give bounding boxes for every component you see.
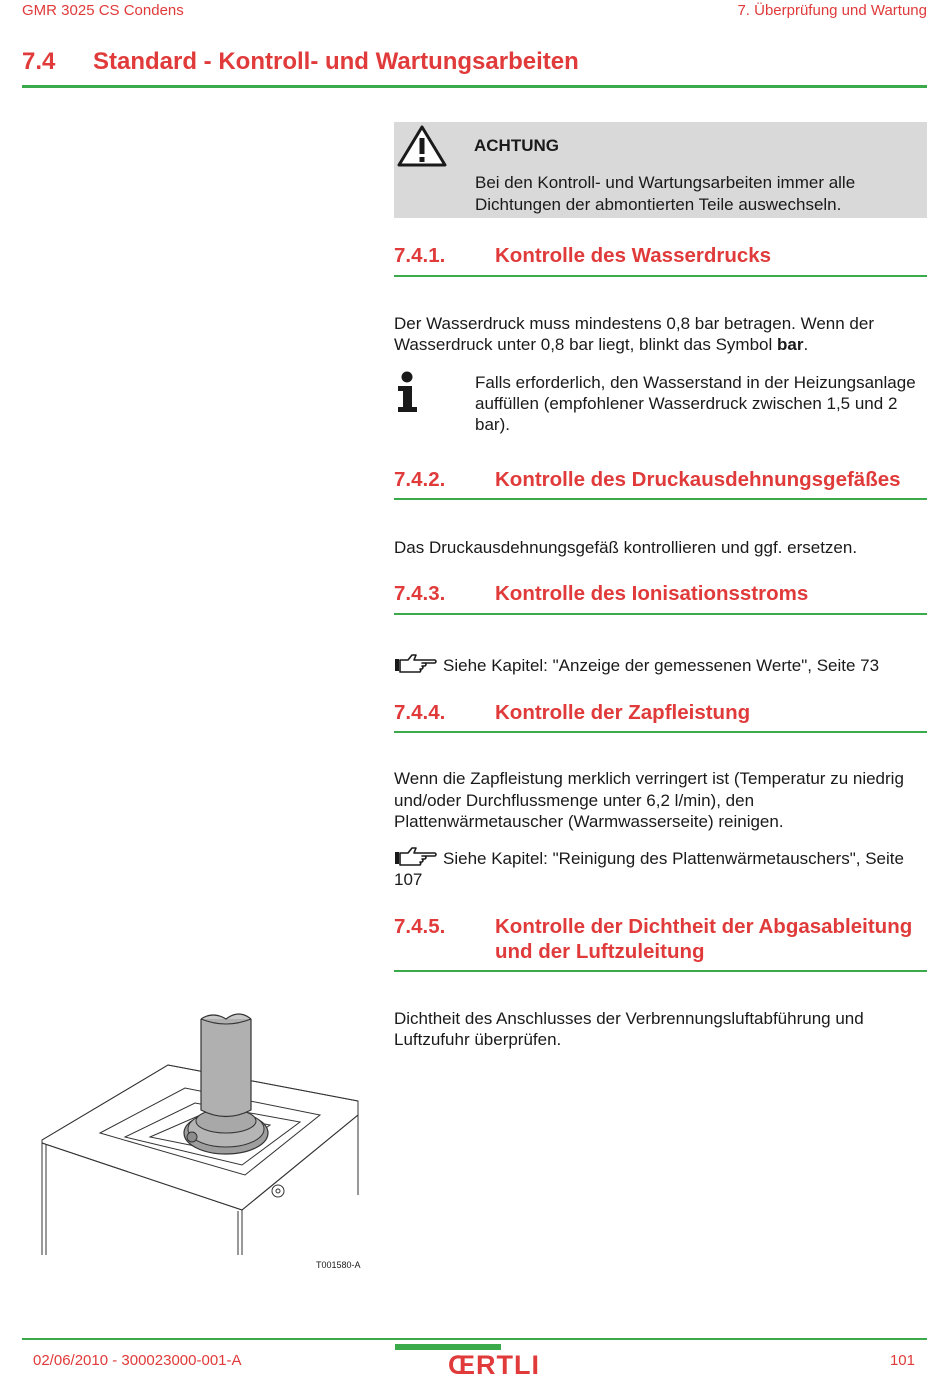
subsection-rule-3 (394, 613, 927, 615)
warning-line-2: Dichtungen der abmontierten Teile auswechseln. (475, 195, 842, 214)
subsection-number-3: 7.4.3. (394, 582, 446, 605)
subsection-rule-1 (394, 275, 927, 277)
section-title: Standard - Kontroll- und Wartungsarbeiten (93, 48, 579, 75)
boiler-flue-illustration (30, 1005, 370, 1260)
s5-text-line-2: Luftzufuhr überprüfen. (394, 1030, 562, 1049)
subsection-number-2: 7.4.2. (394, 468, 446, 491)
subsection-title-4: Kontrolle der Zapfleistung (495, 701, 751, 724)
page-number: 101 (889, 1352, 915, 1369)
footer-rule (22, 1338, 927, 1340)
footer-left: 02/06/2010 - 300023000-001-A (33, 1352, 242, 1369)
pointing-hand-icon (394, 846, 438, 868)
s4-text-line-1: Wenn die Zapfleistung merklich verringert ist (Temperatur zu niedrig (394, 769, 904, 788)
figure-code: T001580-A (316, 1260, 361, 1270)
subsection-number-1: 7.4.1. (394, 244, 446, 267)
subsection-title-5-line-1: Kontrolle der Dichtheit der Abgasableitung (495, 915, 913, 938)
subsection-rule-4 (394, 731, 927, 733)
s4-reference-page[interactable]: 107 (394, 870, 423, 889)
info-icon (396, 371, 420, 413)
s4-text-line-3: Plattenwärmetauscher (Warmwasserseite) reinigen. (394, 812, 784, 831)
s1-text-line-1: Der Wasserdruck muss mindestens 0,8 bar betragen. Wenn der (394, 314, 874, 333)
subsection-title-2: Kontrolle des Druckausdehnungsgefäßes (495, 468, 901, 491)
s2-text: Das Druckausdehnungsgefäß kontrollieren und ggf. ersetzen. (394, 538, 858, 557)
s4-text-line-2: und/oder Durchflussmenge unter 6,2 l/min), den (394, 791, 755, 810)
s3-reference-link[interactable]: Siehe Kapitel: "Anzeige der gemessenen Werte", Seite 73 (443, 656, 880, 675)
header-left: GMR 3025 CS Condens (22, 2, 184, 19)
subsection-rule-5 (394, 970, 927, 972)
pointing-hand-icon (394, 653, 438, 675)
s1-info-line-1: Falls erforderlich, den Wasserstand in der Heizungsanlage (475, 373, 916, 392)
section-number: 7.4 (22, 48, 56, 75)
subsection-title-3: Kontrolle des Ionisationsstroms (495, 582, 809, 605)
s5-text-line-1: Dichtheit des Anschlusses der Verbrennungsluftabführung und (394, 1009, 864, 1028)
subsection-number-4: 7.4.4. (394, 701, 446, 724)
warning-box (394, 122, 927, 218)
subsection-title-5-line-2: und der Luftzuleitung (495, 940, 705, 963)
s4-reference-link[interactable]: Siehe Kapitel: "Reinigung des Plattenwärmetauschers", Seite (443, 849, 904, 868)
warning-line-1: Bei den Kontroll- und Wartungsarbeiten immer alle (475, 173, 856, 192)
s1-text-line-2: Wasserdruck unter 0,8 bar liegt, blinkt das Symbol bar. (394, 335, 809, 354)
section-rule (22, 85, 927, 88)
warning-label: ACHTUNG (474, 136, 559, 155)
subsection-title-1: Kontrolle des Wasserdrucks (495, 244, 772, 267)
subsection-number-5: 7.4.5. (394, 915, 446, 938)
s1-info-line-3: bar). (475, 415, 510, 434)
warning-triangle-icon (396, 124, 448, 168)
brand-logo: ŒRTLI (448, 1350, 540, 1380)
s1-info-line-2: auffüllen (empfohlener Wasserdruck zwischen 1,5 und 2 (475, 394, 898, 413)
subsection-rule-2 (394, 498, 927, 500)
header-right: 7. Überprüfung und Wartung (737, 2, 927, 19)
